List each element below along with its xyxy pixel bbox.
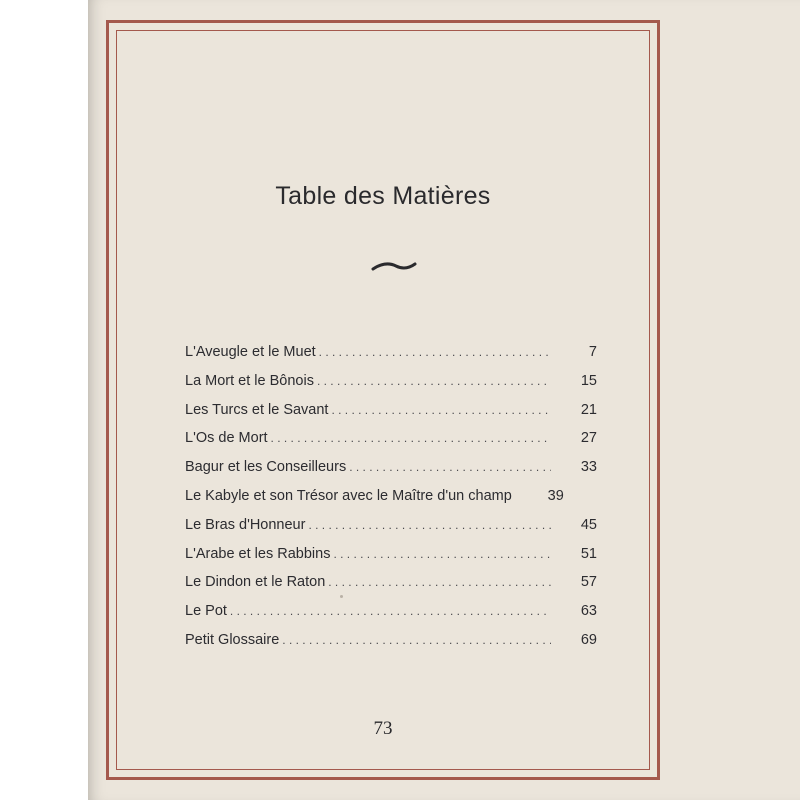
- table-of-contents: [185, 338, 597, 655]
- toc-entry-page: 69: [580, 631, 597, 648]
- toc-entry-page: 33: [580, 459, 597, 476]
- toc-entry-page: 63: [580, 603, 597, 620]
- toc-entry-title: L'Os de Mort: [185, 430, 268, 447]
- toc-entry: [185, 453, 597, 482]
- toc-entry: [185, 338, 597, 367]
- tilde-ornament-icon: [370, 258, 418, 274]
- toc-entry: [185, 597, 597, 626]
- toc-entry: [185, 424, 597, 453]
- toc-entry-page: 7: [588, 344, 597, 360]
- paper-speck: [340, 595, 343, 598]
- toc-entry-title: L'Aveugle et le Muet: [185, 344, 316, 360]
- page-number: 73: [373, 718, 393, 739]
- toc-entry-page: 21: [580, 401, 597, 418]
- toc-entry: [185, 568, 597, 597]
- toc-entry: [185, 511, 597, 540]
- toc-leader-dots: [282, 626, 551, 655]
- toc-leader-dots: [349, 453, 551, 482]
- toc-leader-dots: [317, 367, 551, 396]
- toc-entry-title: Le Bras d'Honneur: [185, 516, 306, 533]
- toc-leader-dots: [319, 338, 551, 367]
- toc-entry-title: La Mort et le Bônois: [185, 372, 314, 389]
- toc-entry: [185, 540, 597, 569]
- toc-entry-page: 15: [580, 372, 597, 389]
- toc-leader-dots: [271, 424, 551, 453]
- page-title: Table des Matières: [275, 182, 491, 210]
- toc-entry-page: 57: [580, 574, 597, 591]
- toc-entry-title: Les Turcs et le Savant: [185, 401, 329, 418]
- toc-entry-title: L'Arabe et les Rabbins: [185, 545, 331, 562]
- toc-leader-dots: [328, 568, 551, 597]
- toc-entry-page: 51: [580, 545, 597, 562]
- toc-leader-dots: [308, 511, 551, 540]
- toc-entry-title: Le Dindon et le Raton: [185, 574, 326, 591]
- toc-entry-page: 27: [580, 430, 597, 447]
- toc-leader-dots: [230, 597, 551, 626]
- toc-entry: [185, 626, 597, 655]
- toc-entry: [185, 367, 597, 396]
- toc-entry-title: Le Kabyle et son Trésor avec le Maître d'un champ: [185, 487, 512, 504]
- toc-entry-title: Petit Glossaire: [185, 631, 280, 648]
- toc-entry: [185, 482, 597, 511]
- toc-leader-dots: [333, 540, 551, 569]
- toc-entry-title: Le Pot: [185, 603, 227, 620]
- toc-entry-page: 39: [547, 487, 564, 504]
- toc-leader-dots: [331, 396, 551, 425]
- toc-entry-page: 45: [580, 516, 597, 533]
- toc-entry-title: Bagur et les Conseilleurs: [185, 459, 347, 476]
- toc-entry: [185, 396, 597, 425]
